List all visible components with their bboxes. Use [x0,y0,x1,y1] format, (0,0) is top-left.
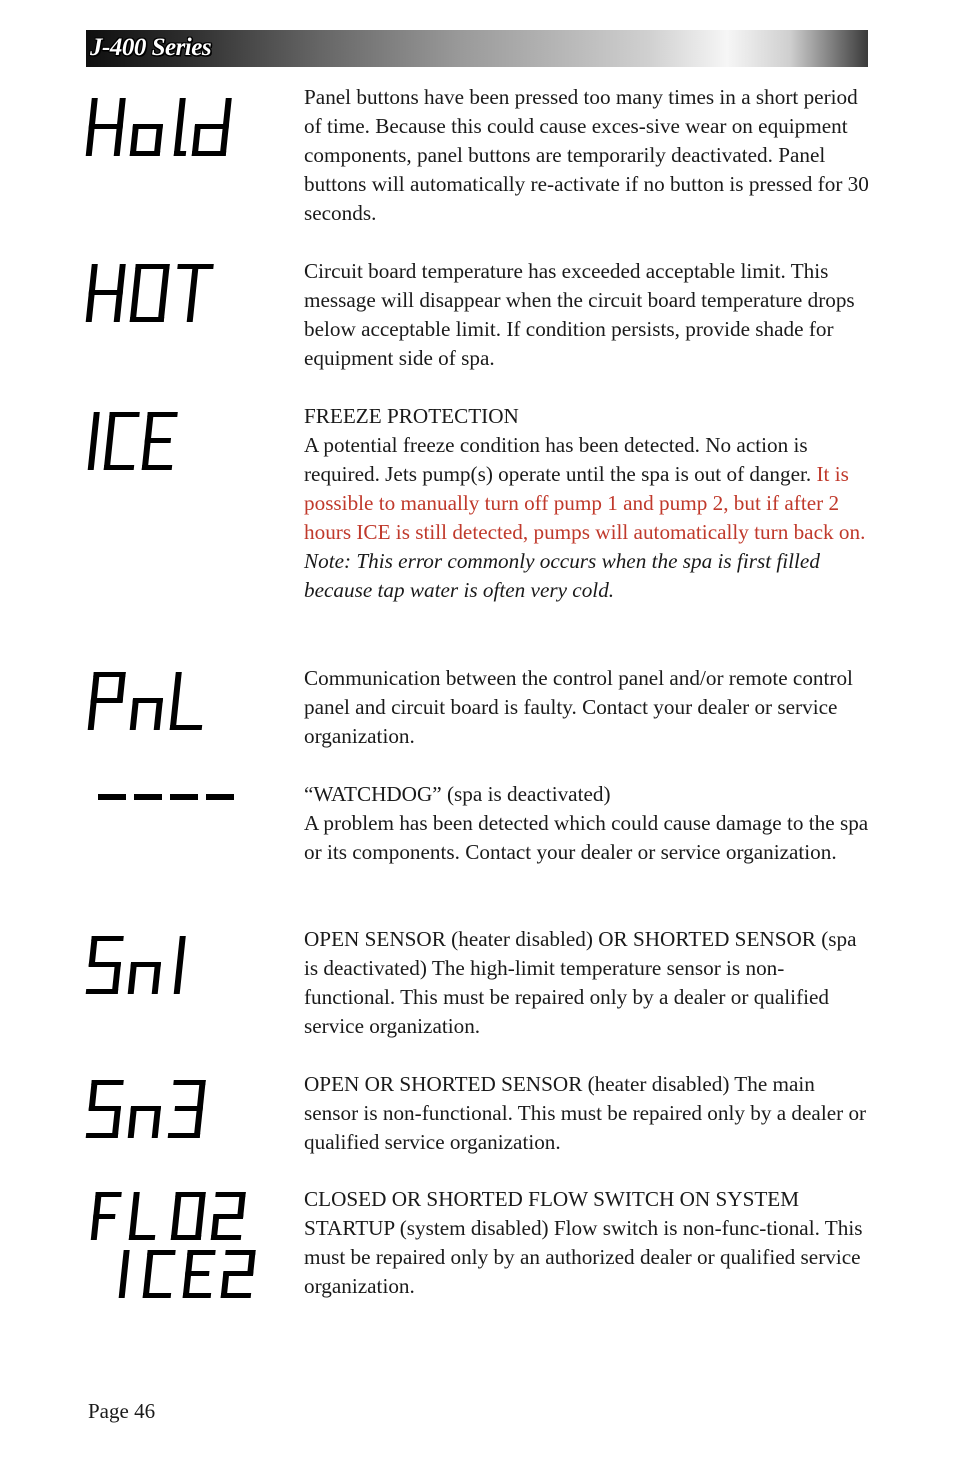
description-sn3 [304,1070,874,1157]
lcd-ice-glyphs [84,410,194,472]
lcd-sn3-glyphs [84,1078,214,1142]
lcd-code-hold [84,96,244,160]
lcd-code-watchdog [84,792,244,804]
page-number: Page 46 [88,1399,156,1423]
description-text: Circuit board temperature has exceeded acceptable limit. This message will disappear when the circuit board temperature drops below acceptable limit. If condition persists, provide shade for equipment side of spa. [304,259,855,370]
lcd-code-pnl [84,670,214,732]
description-text: A potential freeze condition has been detected. No action is required. Jets pump(s) operate until the spa is out of danger. [304,433,812,486]
lcd-code-sn3 [84,1078,214,1142]
description-text: CLOSED OR SHORTED FLOW SWITCH ON SYSTEM STARTUP (system disabled) Flow switch is non-func-tional. This must be repaired only by an authorized dealer or qualified service organization. [304,1187,863,1298]
lcd-code-sn1 [84,934,204,996]
lcd-code-ice [84,410,194,472]
lcd-sn1-glyphs [84,934,204,996]
description-text: OPEN SENSOR (heater disabled) OR SHORTED SENSOR (spa is deactivated) The high-limit temperature sensor is non-functional. This must be repaired only by a dealer or qualified service organization. [304,927,857,1038]
description-body [304,431,874,605]
description-text: OPEN OR SHORTED SENSOR (heater disabled) The main sensor is non-functional. This must be repaired only by a dealer or qualified service organization. [304,1072,867,1154]
note-text: Note: This error commonly occurs when the spa is first filled because tap water is often very cold. [304,549,820,602]
lcd-fl02-ice2-glyphs [84,1190,264,1302]
description-ice [304,402,874,605]
warning-text: It is possible to manually turn off pump 1 and pump 2, but if after 2 hours ICE is still detected, pumps will automatically turn back on. [304,462,866,544]
description-fl02-ice2 [304,1185,874,1301]
page-header-bar [86,30,868,67]
series-title: J-400 Series [90,34,212,61]
description-sn1 [304,925,874,1041]
description-hot [304,257,874,373]
description-pnl [304,664,874,751]
description-text: A problem has been detected which could cause damage to the spa or its components. Contact your dealer or service organization. [304,811,869,864]
description-text: Panel buttons have been pressed too many times in a short period of time. Because this could cause exces-sive wear on equipment components, panel buttons are temporarily deactivated. Panel buttons will automatically re-activate if no button is pressed for 30 seconds. [304,85,869,225]
lcd-hot-glyphs [84,262,224,324]
lcd-code-fl02-ice2 [84,1190,264,1302]
description-hold [304,83,874,228]
lcd-pnl-glyphs [84,670,214,732]
lcd-code-hot [84,262,224,324]
description-heading: FREEZE PROTECTION [304,404,519,428]
lcd-dashes-glyphs [84,792,244,804]
description-watchdog [304,780,874,867]
lcd-hold-glyphs [84,96,244,160]
description-heading: “WATCHDOG” (spa is deactivated) [304,782,611,806]
description-text: Communication between the control panel and/or remote control panel and circuit board is faulty. Contact your dealer or service organization. [304,666,853,748]
